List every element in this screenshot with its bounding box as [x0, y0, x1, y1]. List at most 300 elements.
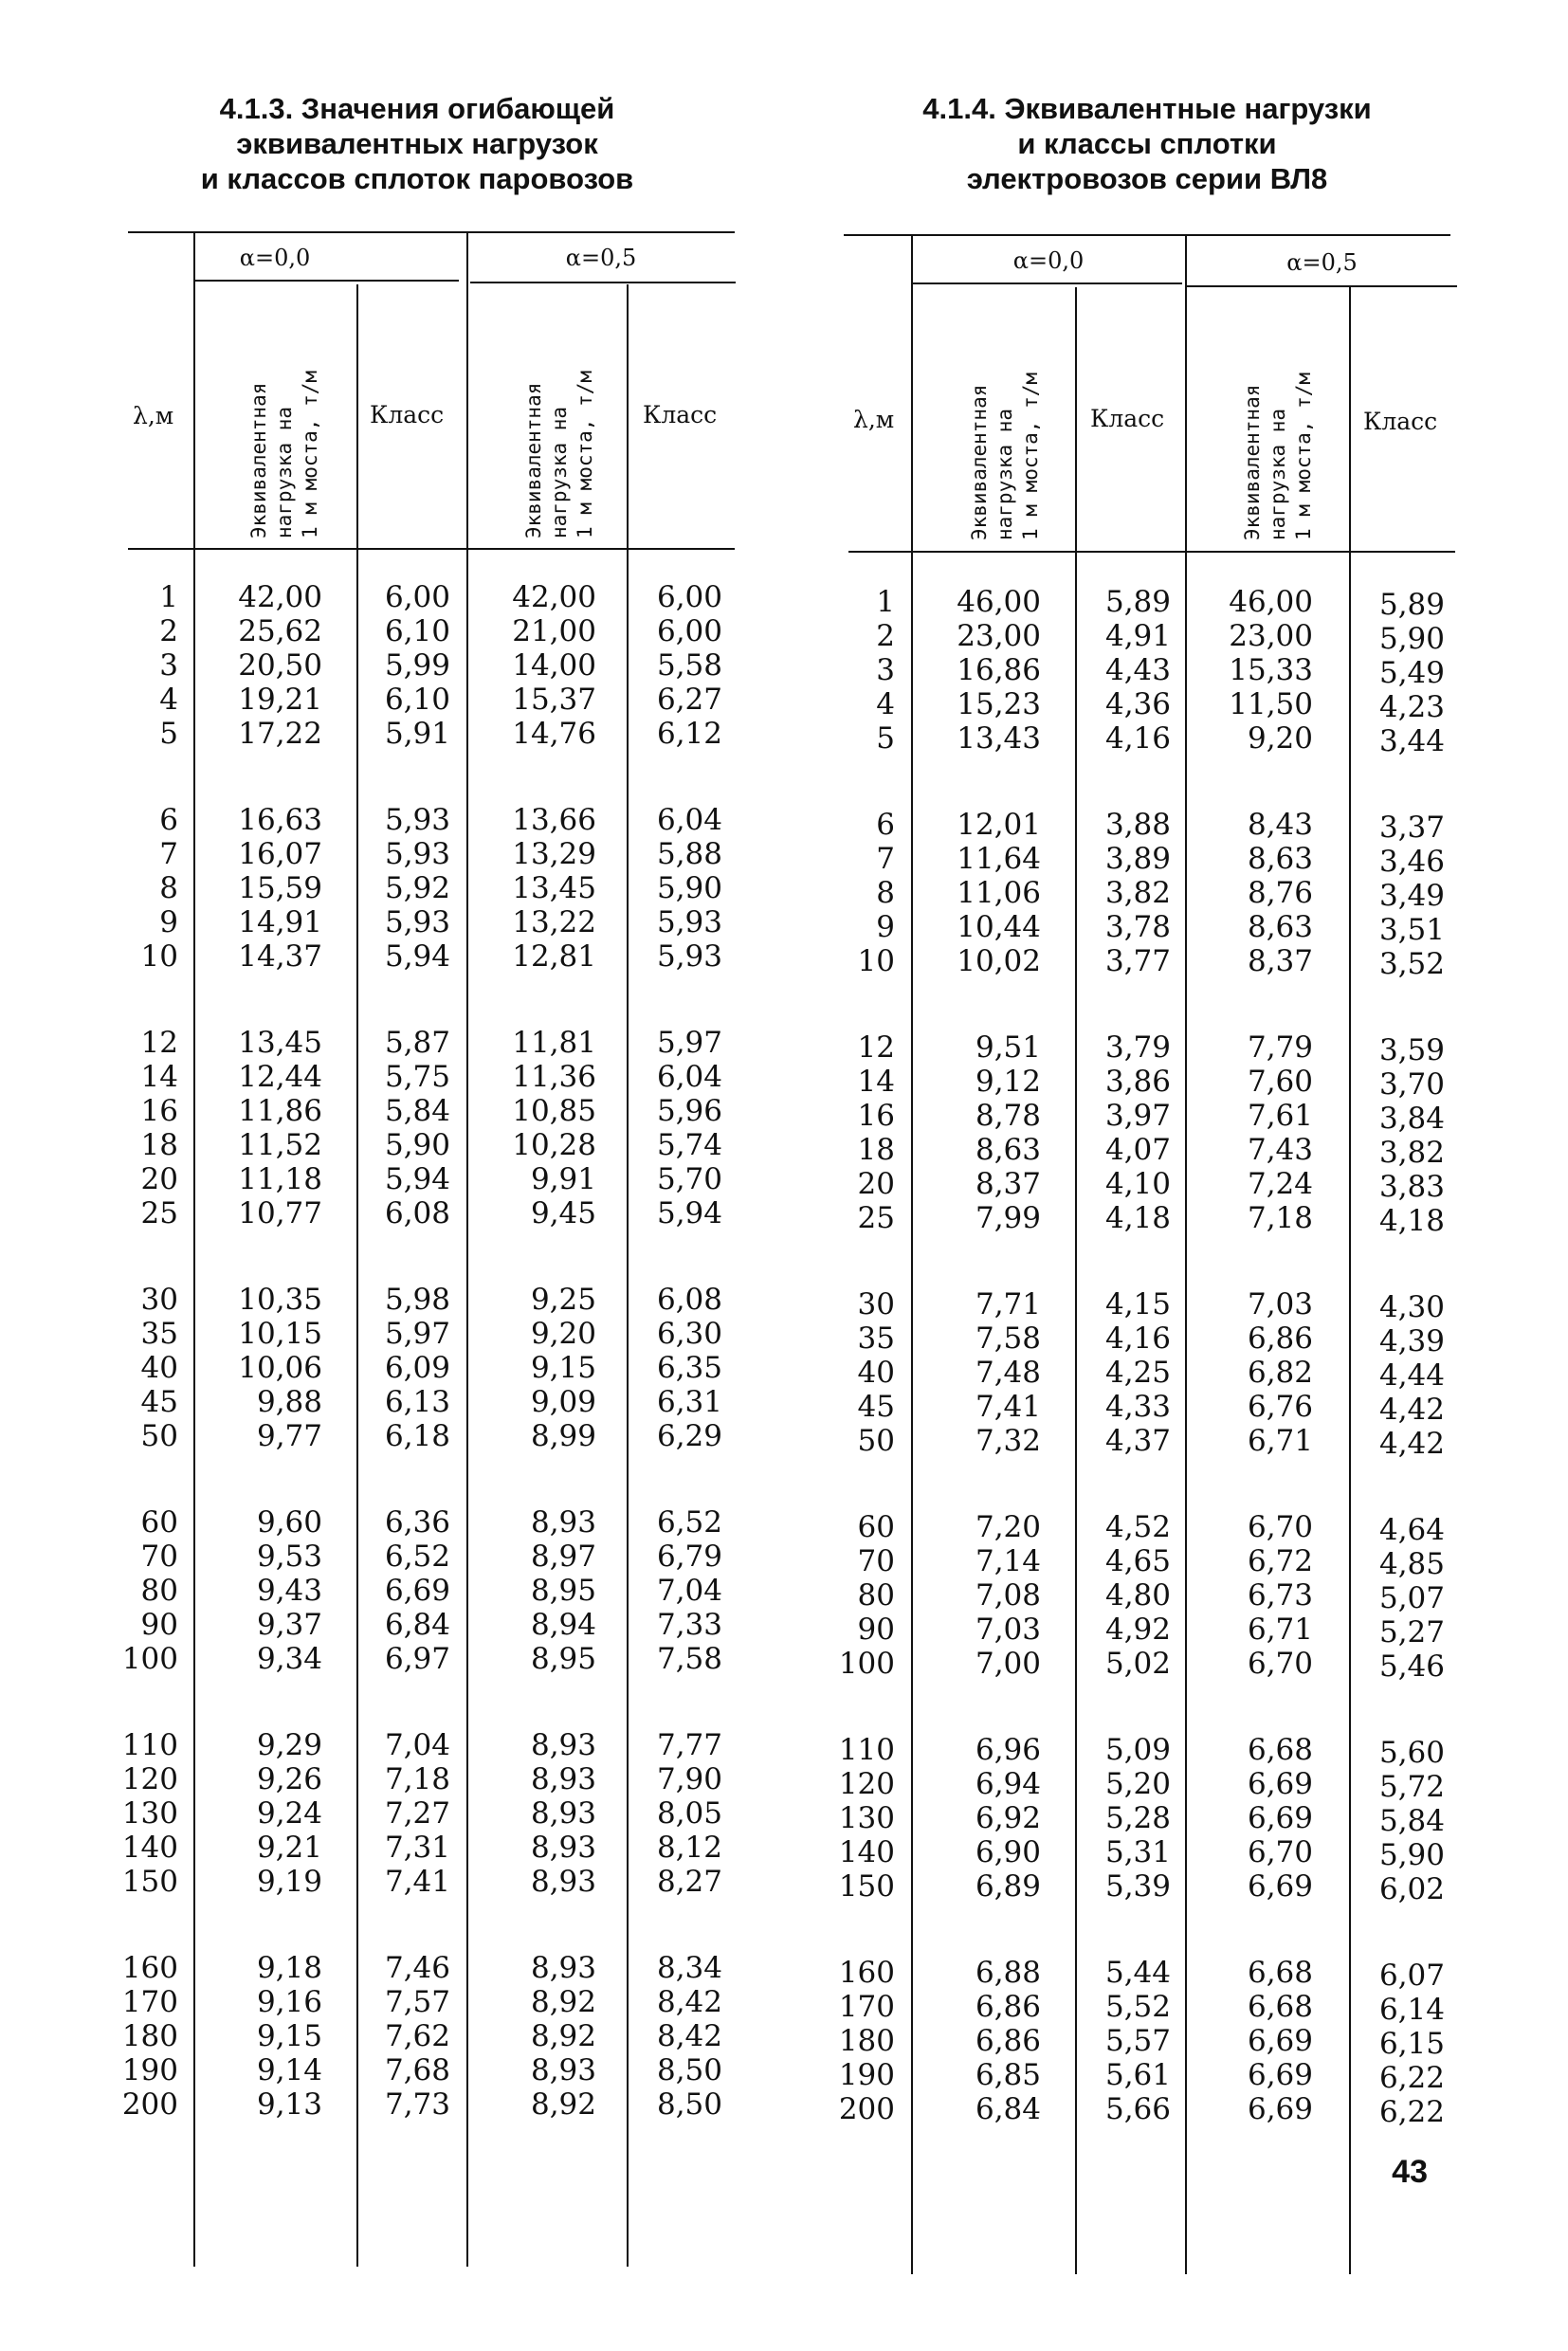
group-gap	[1085, 1904, 1171, 1956]
table-cell: 3,37	[1378, 811, 1445, 845]
group-gap	[827, 1235, 895, 1287]
table-cell: 6,02	[1378, 1872, 1445, 1906]
table-cell: 10,02	[957, 944, 1041, 978]
table-cell: 5,28	[1104, 1801, 1171, 1835]
table-cell: 7,79	[1247, 1030, 1313, 1065]
table-cell: 8,05	[656, 1796, 722, 1831]
table-cell: 6,89	[975, 1869, 1041, 1904]
table-cell: 8,92	[530, 1985, 596, 2019]
table-cell: 4,18	[1378, 1204, 1445, 1238]
table-cell: 23,00	[957, 619, 1041, 653]
table-cell: 30	[857, 1287, 895, 1321]
right-vrule-2	[1075, 287, 1077, 2274]
table-cell: 7,41	[384, 1865, 450, 1899]
group-gap	[827, 756, 895, 808]
table-cell: 3,77	[1104, 944, 1171, 978]
group-gap	[1358, 981, 1445, 1033]
table-cell: 5,60	[1378, 1736, 1445, 1770]
table-cell: 5,07	[1378, 1581, 1445, 1615]
table-cell: 6,04	[656, 803, 722, 837]
table-cell: 4,37	[1104, 1424, 1171, 1458]
table-cell: 13,45	[238, 1026, 322, 1060]
table-cell: 9,51	[975, 1030, 1041, 1065]
table-cell: 5,88	[656, 837, 722, 871]
group-gap	[827, 978, 895, 1030]
table-cell: 3,97	[1104, 1099, 1171, 1133]
table-cell: 6,72	[1247, 1544, 1313, 1578]
table-cell: 3,89	[1104, 842, 1171, 876]
right-vrule-1	[911, 236, 913, 2274]
table-cell: 9,09	[530, 1385, 596, 1419]
table-cell: 6,15	[1378, 2027, 1445, 2061]
table-cell: 15,33	[1229, 653, 1313, 687]
table-cell: 5,02	[1104, 1647, 1171, 1681]
table-cell: 14	[857, 1065, 895, 1099]
table-cell: 9,20	[530, 1317, 596, 1351]
group-gap	[929, 1458, 1041, 1510]
table-cell: 3,82	[1378, 1136, 1445, 1170]
table-cell: 18	[140, 1128, 178, 1162]
table-cell: 8,97	[530, 1540, 596, 1574]
table-cell: 4,80	[1104, 1578, 1171, 1613]
right-class-header-a05: Класс	[1363, 408, 1438, 435]
table-cell: 5,93	[384, 905, 450, 939]
table-cell: 16,07	[238, 837, 322, 871]
table-cell: 14,76	[512, 717, 596, 751]
table-cell: 11,36	[512, 1060, 596, 1094]
table-cell: 3,59	[1378, 1033, 1445, 1067]
table-cell: 15,37	[512, 683, 596, 717]
table-cell: 170	[121, 1985, 178, 2019]
table-cell: 8,95	[530, 1642, 596, 1676]
table-cell: 9,14	[256, 2053, 322, 2087]
table-cell: 80	[140, 1574, 178, 1608]
table-cell: 5,89	[1378, 588, 1445, 622]
table-cell: 16,63	[238, 803, 322, 837]
table-cell: 6	[876, 808, 895, 842]
table-cell: 7,18	[384, 1762, 450, 1796]
table-cell: 3,49	[1378, 879, 1445, 913]
table-cell: 7,41	[975, 1390, 1041, 1424]
table-cell: 9,25	[530, 1283, 596, 1317]
table-cell: 13,66	[512, 803, 596, 837]
table-cell: 8,92	[530, 2087, 596, 2122]
table-cell: 5,72	[1378, 1770, 1445, 1804]
right-lambda-column	[827, 585, 895, 2126]
table-cell: 7,27	[384, 1796, 450, 1831]
table-cell: 42,00	[238, 580, 322, 614]
table-cell: 4,25	[1104, 1356, 1171, 1390]
table-cell: 5,97	[384, 1317, 450, 1351]
table-cell: 8,93	[530, 1831, 596, 1865]
table-cell: 21,00	[512, 614, 596, 648]
table-cell: 5	[159, 717, 178, 751]
table-cell: 170	[838, 1990, 895, 2024]
table-cell: 42,00	[512, 580, 596, 614]
table-cell: 3,83	[1378, 1170, 1445, 1204]
right-top-rule	[844, 234, 1450, 236]
table-cell: 6	[159, 803, 178, 837]
left-lambda-header: λ,м	[133, 402, 174, 429]
table-cell: 8,94	[530, 1608, 596, 1642]
table-cell: 8,50	[656, 2087, 722, 2122]
table-cell: 5,90	[656, 871, 722, 905]
table-cell: 6,12	[656, 717, 722, 751]
table-cell: 5	[876, 721, 895, 756]
page-number: 43	[1392, 2154, 1428, 2190]
table-cell: 5,39	[1104, 1869, 1171, 1904]
table-cell: 120	[121, 1762, 178, 1796]
table-cell: 9	[159, 905, 178, 939]
table-cell: 8,42	[656, 1985, 722, 2019]
table-cell: 6,68	[1247, 1990, 1313, 2024]
table-cell: 160	[838, 1956, 895, 1990]
table-cell: 11,50	[1229, 687, 1313, 721]
right-title-line-3: электровозов серии ВЛ8	[966, 162, 1328, 195]
table-cell: 6,96	[975, 1733, 1041, 1767]
table-cell: 45	[857, 1390, 895, 1424]
group-gap	[1358, 1461, 1445, 1513]
table-cell: 6,88	[975, 1956, 1041, 1990]
table-cell: 3,79	[1104, 1030, 1171, 1065]
table-cell: 3,88	[1104, 808, 1171, 842]
table-cell: 4,16	[1104, 721, 1171, 756]
table-cell: 10,06	[238, 1351, 322, 1385]
table-cell: 5,89	[1104, 585, 1171, 619]
table-cell: 6,35	[656, 1351, 722, 1385]
table-cell: 5,44	[1104, 1956, 1171, 1990]
table-cell: 200	[121, 2087, 178, 2122]
table-cell: 18	[857, 1133, 895, 1167]
left-alpha-0-header: α=0,0	[239, 245, 311, 271]
table-cell: 5,87	[384, 1026, 450, 1060]
table-cell: 200	[838, 2092, 895, 2126]
table-cell: 8,50	[656, 2053, 722, 2087]
left-title-line-1: 4.1.3. Значения огибающей	[219, 92, 615, 125]
table-cell: 5,84	[384, 1094, 450, 1128]
table-cell: 5,94	[384, 1162, 450, 1196]
table-cell: 7,71	[975, 1287, 1041, 1321]
right-load-header-a0	[934, 360, 1076, 540]
table-cell: 9,34	[256, 1642, 322, 1676]
table-cell: 6,13	[384, 1385, 450, 1419]
table-cell: 8,93	[530, 1865, 596, 1899]
table-cell: 4,39	[1378, 1324, 1445, 1358]
table-cell: 9,26	[256, 1762, 322, 1796]
table-cell: 8,43	[1247, 808, 1313, 842]
table-cell: 5,90	[384, 1128, 450, 1162]
table-cell: 13,43	[957, 721, 1041, 756]
table-cell: 1	[876, 585, 895, 619]
table-cell: 4,42	[1378, 1393, 1445, 1427]
table-cell: 3,70	[1378, 1067, 1445, 1102]
table-cell: 14,00	[512, 648, 596, 683]
table-cell: 20,50	[238, 648, 322, 683]
table-cell: 5,46	[1378, 1649, 1445, 1684]
table-cell: 9,53	[256, 1540, 322, 1574]
right-lambda-header: λ,м	[853, 406, 895, 433]
table-cell: 7,32	[975, 1424, 1041, 1458]
table-cell: 9,18	[256, 1951, 322, 1985]
table-cell: 16	[140, 1094, 178, 1128]
table-cell: 25	[140, 1196, 178, 1230]
table-cell: 13,22	[512, 905, 596, 939]
right-load-header-a05	[1207, 360, 1349, 540]
table-cell: 9,24	[256, 1796, 322, 1831]
table-cell: 3	[876, 653, 895, 687]
table-cell: 12,44	[238, 1060, 322, 1094]
table-cell: 5,84	[1378, 1804, 1445, 1838]
table-cell: 10	[857, 944, 895, 978]
table-cell: 6,73	[1247, 1578, 1313, 1613]
table-cell: 10,28	[512, 1128, 596, 1162]
table-cell: 7,00	[975, 1647, 1041, 1681]
table-cell: 7,03	[1247, 1287, 1313, 1321]
group-gap	[1085, 978, 1171, 1030]
table-cell: 9,29	[256, 1728, 322, 1762]
table-cell: 5,27	[1378, 1615, 1445, 1649]
table-cell: 60	[857, 1510, 895, 1544]
table-cell: 45	[140, 1385, 178, 1419]
table-cell: 6,22	[1378, 2061, 1445, 2095]
table-cell: 6,86	[1247, 1321, 1313, 1356]
table-cell: 6,36	[384, 1505, 450, 1540]
group-gap	[1358, 758, 1445, 811]
table-cell: 8,95	[530, 1574, 596, 1608]
table-cell: 12	[140, 1026, 178, 1060]
table-cell: 7,61	[1247, 1099, 1313, 1133]
table-cell: 10,15	[238, 1317, 322, 1351]
table-cell: 6,71	[1247, 1613, 1313, 1647]
table-cell: 6,69	[1247, 2024, 1313, 2058]
group-gap	[1358, 1906, 1445, 1959]
table-cell: 140	[121, 1831, 178, 1865]
left-load-header-a05-line-3: 1 м моста, т/м	[573, 370, 596, 538]
table-cell: 6,70	[1247, 1835, 1313, 1869]
left-alpha-05-header: α=0,5	[565, 245, 637, 271]
table-cell: 7,20	[975, 1510, 1041, 1544]
table-cell: 7,62	[384, 2019, 450, 2053]
table-cell: 130	[121, 1796, 178, 1831]
table-cell: 7,24	[1247, 1167, 1313, 1201]
table-cell: 3,46	[1378, 845, 1445, 879]
group-gap	[929, 1904, 1041, 1956]
table-cell: 4,85	[1378, 1547, 1445, 1581]
table-cell: 5,90	[1378, 1838, 1445, 1872]
table-cell: 4	[876, 687, 895, 721]
table-cell: 3,82	[1104, 876, 1171, 910]
right-alpha-0-header: α=0,0	[1012, 247, 1085, 274]
group-gap	[1199, 756, 1313, 808]
table-cell: 5,91	[384, 717, 450, 751]
table-cell: 7,04	[384, 1728, 450, 1762]
table-cell: 11,18	[238, 1162, 322, 1196]
table-cell: 5,58	[656, 648, 722, 683]
table-cell: 6,84	[384, 1608, 450, 1642]
table-cell: 46,00	[1229, 585, 1313, 619]
table-cell: 8,63	[1247, 842, 1313, 876]
table-cell: 60	[140, 1505, 178, 1540]
table-cell: 7,58	[656, 1642, 722, 1676]
group-gap	[1085, 1458, 1171, 1510]
group-gap	[1358, 1684, 1445, 1736]
table-cell: 7,03	[975, 1613, 1041, 1647]
table-cell: 5,94	[384, 939, 450, 974]
table-cell: 5,74	[656, 1128, 722, 1162]
table-cell: 8,93	[530, 2053, 596, 2087]
table-cell: 7,46	[384, 1951, 450, 1985]
table-cell: 6,94	[975, 1767, 1041, 1801]
group-gap	[929, 1235, 1041, 1287]
table-cell: 13,29	[512, 837, 596, 871]
table-cell: 4,52	[1104, 1510, 1171, 1544]
table-cell: 5,49	[1378, 656, 1445, 690]
table-cell: 150	[838, 1869, 895, 1904]
table-cell: 8,93	[530, 1762, 596, 1796]
table-cell: 15,59	[238, 871, 322, 905]
table-cell: 4,10	[1104, 1167, 1171, 1201]
table-cell: 150	[121, 1865, 178, 1899]
table-cell: 8,92	[530, 2019, 596, 2053]
table-cell: 10,85	[512, 1094, 596, 1128]
table-cell: 8	[876, 876, 895, 910]
table-cell: 70	[857, 1544, 895, 1578]
table-cell: 8,34	[656, 1951, 722, 1985]
table-cell: 4,33	[1104, 1390, 1171, 1424]
table-cell: 4,43	[1104, 653, 1171, 687]
table-cell: 6,69	[1247, 1801, 1313, 1835]
table-cell: 7	[159, 837, 178, 871]
table-cell: 6,69	[1247, 2092, 1313, 2126]
table-cell: 8,27	[656, 1865, 722, 1899]
table-cell: 5,61	[1104, 2058, 1171, 2092]
table-cell: 8,63	[1247, 910, 1313, 944]
table-cell: 4,23	[1378, 690, 1445, 724]
right-load-a0-column	[929, 585, 1041, 2126]
table-cell: 9,13	[256, 2087, 322, 2122]
table-cell: 6,90	[975, 1835, 1041, 1869]
table-cell: 90	[140, 1608, 178, 1642]
right-load-header-a05-line-2: нагрузка на	[1266, 408, 1289, 540]
group-gap	[929, 1681, 1041, 1733]
table-cell: 3,51	[1378, 913, 1445, 947]
table-cell: 6,08	[656, 1283, 722, 1317]
table-cell: 5,20	[1104, 1767, 1171, 1801]
table-cell: 4,30	[1378, 1290, 1445, 1324]
group-gap	[827, 1904, 895, 1956]
group-gap	[929, 978, 1041, 1030]
group-gap	[1085, 1681, 1171, 1733]
table-cell: 40	[857, 1356, 895, 1390]
left-load-header-a05-line-2: нагрузка на	[547, 406, 571, 538]
table-cell: 11,64	[957, 842, 1041, 876]
table-cell: 7,48	[975, 1356, 1041, 1390]
right-load-a05-column	[1199, 585, 1313, 2126]
table-cell: 1	[159, 580, 178, 614]
table-cell: 9,77	[256, 1419, 322, 1453]
table-cell: 6,07	[1378, 1959, 1445, 1993]
table-cell: 25,62	[238, 614, 322, 648]
table-cell: 9,19	[256, 1865, 322, 1899]
table-cell: 4,92	[1104, 1613, 1171, 1647]
table-cell: 6,69	[1247, 2058, 1313, 2092]
table-cell: 16	[857, 1099, 895, 1133]
table-cell: 7,08	[975, 1578, 1041, 1613]
left-load-header-a0-line-1: Эквивалентная	[246, 382, 270, 538]
table-cell: 6,00	[384, 580, 450, 614]
table-cell: 20	[140, 1162, 178, 1196]
table-cell: 17,22	[238, 717, 322, 751]
table-cell: 6,10	[384, 614, 450, 648]
table-cell: 8,42	[656, 2019, 722, 2053]
table-cell: 6,31	[656, 1385, 722, 1419]
table-cell: 6,00	[656, 614, 722, 648]
table-cell: 110	[121, 1728, 178, 1762]
table-cell: 3,86	[1104, 1065, 1171, 1099]
table-cell: 11,86	[238, 1094, 322, 1128]
table-cell: 15,23	[957, 687, 1041, 721]
table-cell: 4,44	[1378, 1358, 1445, 1393]
left-load-header-a0-line-2: нагрузка на	[272, 406, 296, 538]
table-cell: 7	[876, 842, 895, 876]
table-cell: 6,86	[975, 1990, 1041, 2024]
table-cell: 9,88	[256, 1385, 322, 1419]
table-cell: 7,43	[1247, 1133, 1313, 1167]
group-gap	[1085, 1235, 1171, 1287]
table-cell: 120	[838, 1767, 895, 1801]
table-cell: 9,43	[256, 1574, 322, 1608]
table-cell: 9,91	[530, 1162, 596, 1196]
table-cell: 160	[121, 1951, 178, 1985]
table-cell: 20	[857, 1167, 895, 1201]
table-cell: 10	[140, 939, 178, 974]
table-cell: 12,01	[957, 808, 1041, 842]
table-cell: 6,92	[975, 1801, 1041, 1835]
group-gap	[929, 756, 1041, 808]
right-alpha-rule-2	[1187, 285, 1457, 287]
table-cell: 8,37	[975, 1167, 1041, 1201]
table-cell: 40	[140, 1351, 178, 1385]
table-cell: 5,90	[1378, 622, 1445, 656]
table-cell: 6,08	[384, 1196, 450, 1230]
right-title-line-1: 4.1.4. Эквивалентные нагрузки	[922, 92, 1372, 125]
table-cell: 7,77	[656, 1728, 722, 1762]
table-cell: 8,93	[530, 1505, 596, 1540]
table-cell: 4,91	[1104, 619, 1171, 653]
table-cell: 4,16	[1104, 1321, 1171, 1356]
group-gap	[1085, 756, 1171, 808]
table-cell: 5,93	[656, 939, 722, 974]
table-cell: 6,85	[975, 2058, 1041, 2092]
table-cell: 6,52	[384, 1540, 450, 1574]
table-cell: 9	[876, 910, 895, 944]
table-cell: 5,96	[656, 1094, 722, 1128]
table-cell: 7,14	[975, 1544, 1041, 1578]
table-cell: 4,07	[1104, 1133, 1171, 1167]
table-cell: 5,93	[656, 905, 722, 939]
table-cell: 6,29	[656, 1419, 722, 1453]
table-cell: 2	[876, 619, 895, 653]
table-cell: 5,94	[656, 1196, 722, 1230]
table-cell: 5,70	[656, 1162, 722, 1196]
table-cell: 6,52	[656, 1505, 722, 1540]
table-cell: 5,97	[656, 1026, 722, 1060]
table-cell: 10,35	[238, 1283, 322, 1317]
table-cell: 6,22	[1378, 2095, 1445, 2129]
table-cell: 90	[857, 1613, 895, 1647]
table-cell: 6,09	[384, 1351, 450, 1385]
right-class-a0-column	[1085, 585, 1171, 2126]
